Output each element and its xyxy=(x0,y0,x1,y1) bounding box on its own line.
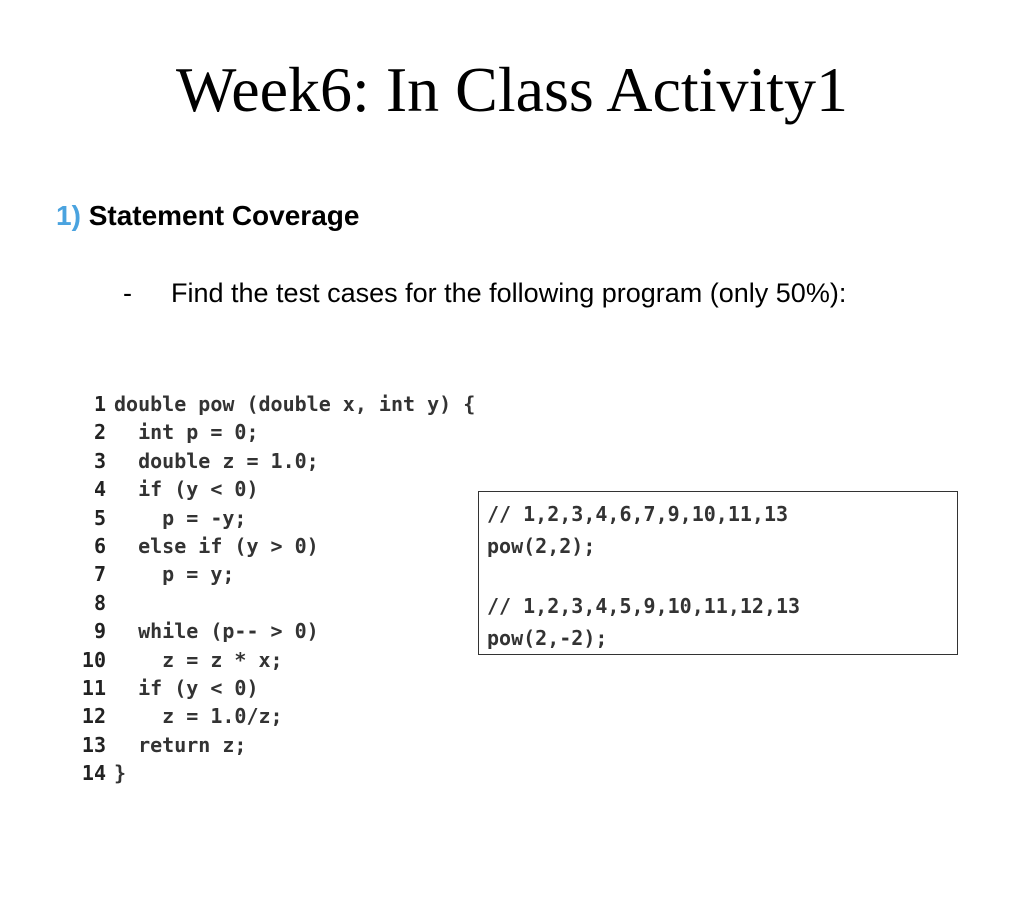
code-line xyxy=(72,674,475,702)
line-source: p = -y; xyxy=(114,505,247,530)
line-number: 8 xyxy=(93,590,106,615)
line-source: double pow (double x, int y) { xyxy=(114,392,476,416)
line-number: 7 xyxy=(93,562,106,587)
line-number: 5 xyxy=(93,505,106,530)
code-line xyxy=(72,589,475,617)
test-case-call: pow(2,-2); xyxy=(487,626,608,650)
line-number: 9 xyxy=(93,619,106,644)
line-number: 2 xyxy=(93,420,106,445)
line-source: if (y < 0) xyxy=(114,477,259,502)
section-heading xyxy=(56,198,359,234)
section-title: Statement Coverage xyxy=(88,200,360,231)
code-line xyxy=(72,646,475,674)
line-source: p = y; xyxy=(114,562,235,587)
test-case-comment: // 1,2,3,4,5,9,10,11,12,13 xyxy=(487,594,801,618)
line-source: return z; xyxy=(114,732,247,757)
line-source: double z = 1.0; xyxy=(114,448,319,473)
line-number: 6 xyxy=(93,533,106,558)
line-number: 10 xyxy=(81,647,106,672)
test-case-call: pow(2,2); xyxy=(487,534,596,558)
code-line xyxy=(72,731,475,759)
line-number: 12 xyxy=(81,704,106,729)
bullet-marker: - xyxy=(123,278,132,308)
code-line xyxy=(72,504,475,532)
line-source: while (p-- > 0) xyxy=(114,619,319,644)
code-line xyxy=(72,418,475,446)
code-line xyxy=(72,532,475,560)
test-case-comment: // 1,2,3,4,6,7,9,10,11,13 xyxy=(487,502,789,526)
task-instruction: Find the test cases for the following program (only 50%): xyxy=(171,278,847,308)
code-line xyxy=(72,702,475,730)
test-cases-box xyxy=(478,491,958,655)
line-number: 3 xyxy=(93,448,106,473)
line-source: else if (y > 0) xyxy=(114,533,319,558)
code-line xyxy=(72,759,475,787)
line-source: } xyxy=(114,761,127,786)
line-number: 13 xyxy=(81,732,106,757)
line-source: z = z * x; xyxy=(114,647,283,672)
line-number: 11 xyxy=(81,675,106,700)
code-line xyxy=(72,560,475,588)
section-number: 1) xyxy=(56,200,81,231)
line-source: if (y < 0) xyxy=(114,675,259,700)
code-line xyxy=(72,475,475,503)
code-line xyxy=(72,447,475,475)
code-listing xyxy=(72,390,475,787)
code-line xyxy=(72,617,475,645)
line-source: z = 1.0/z; xyxy=(114,704,283,729)
line-number: 4 xyxy=(93,477,106,502)
line-number: 14 xyxy=(81,761,106,786)
line-number: 1 xyxy=(93,392,106,416)
code-line xyxy=(72,390,475,418)
line-source: int p = 0; xyxy=(114,420,259,445)
page-title: Week6: In Class Activity1 xyxy=(175,54,849,125)
